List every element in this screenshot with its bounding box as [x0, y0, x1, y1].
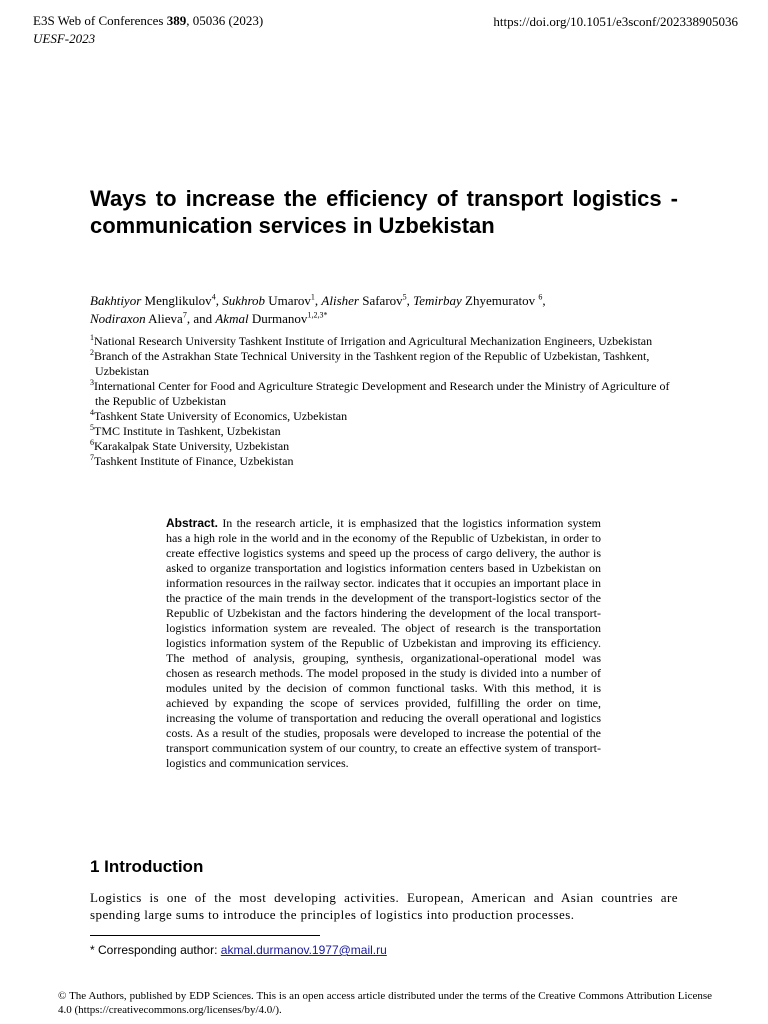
affiliation: $^5$TMC Institute in Tashkent, Uzbekistan [90, 423, 281, 438]
journal-volume: 389 [166, 13, 187, 28]
affiliation: $^1$National Research University Tashkent Institute of Irrigation and Agricultural Mechanization Engineers, Uzbekistan [90, 333, 653, 348]
doi-link[interactable]: https://doi.org/10.1051/e3sconf/202338905036 [493, 14, 738, 29]
section-heading-introduction: 1 Introduction [90, 857, 204, 876]
paper-title: Ways to increase the efficiency of transport logistics - communication services in Uzbekistan [90, 186, 678, 238]
author: Nodiraxon Alieva$^7$ [90, 310, 187, 326]
conference-series: UESF-2023 [33, 31, 96, 46]
introduction-paragraph: Logistics is one of the most developing activities. European, American and Asian countries are spending large sums to introduce the principles of logistics into production processes. [90, 890, 678, 922]
author: Akmal Durmanov$^{1,2,3*}$ [215, 310, 328, 326]
author-list: Bakhtiyor Menglikulov$^4$, Sukhrob Umarov$^1$, Alisher Safarov$^5$, Temirbay Zhyemuratov $^6$, Nodiraxon Alieva$^7$, and Akmal Durmanov$^{1,2,3*}$ [90, 292, 546, 326]
abstract-text: In the research article, it is emphasized that the logistics information system has a high role in the world and in the economy of the Republic of Uzbekistan, in order to create effective logistics systems and speed up the process of cargo delivery, the author is asked to organize transportation and logistics information centers based in Uzbekistan on information resources in the railway sector. indicates that it occupies an important place in the practice of the main trends in the development of the transport-logistics sector of the Republic of Uzbekistan and the factors hindering the development of the local transport-logistics information system are revealed. The object of research is the transportation logistics information system of the Republic of Uzbekistan and improving its efficiency. The method of analysis, grouping, synthesis, organizational-operational model was chosen as research methods. The model proposed in the study is divided into a number of modules united by the decision of common functional tasks. With this method, it is achieved by expanding the scope of services provided, fulfilling the order on time, increasing the volume of transportation and reducing the overall operational and logistics costs. As a result of the studies, proposals were developed to increase the potential of the transport communication system of our country, to create an effective system of transport-logistics and communication services. [166, 516, 602, 770]
journal-citation [33, 12, 263, 30]
affiliation: $^4$Tashkent State University of Economics, Uzbekistan [90, 408, 348, 423]
author: Bakhtiyor Menglikulov$^4$ [90, 292, 216, 308]
author: Alisher Safarov$^5$ [321, 292, 407, 308]
affiliation: $^2$Branch of the Astrakhan State Technical University in the Tashkent region of the Republic of Uzbekistan, Tashkent, Uzbekistan [90, 348, 650, 378]
author: Temirbay Zhyemuratov $^6$ [413, 292, 543, 308]
running-header [33, 12, 263, 48]
affiliation-list [90, 334, 680, 469]
affiliation: $^3$International Center for Food and Agriculture Strategic Development and Research under the Ministry of Agriculture of the Republic of Uzbekistan [90, 378, 670, 408]
author-email-link[interactable]: akmal.durmanov.1977@mail.ru [220, 943, 387, 957]
footnote-divider [90, 935, 320, 936]
journal-name: E3S Web of Conferences [33, 13, 164, 28]
affiliation: $^7$Tashkent Institute of Finance, Uzbekistan [90, 453, 294, 468]
copyright-notice: © The Authors, published by EDP Sciences. This is an open access article distributed under the terms of the Creative Commons Attribution License 4.0 (https://creativecommons.org/licenses/by/4.0/). [58, 990, 712, 1016]
article-number: , 05036 (2023) [186, 13, 264, 28]
footnote-mark: * [90, 943, 95, 957]
abstract [166, 516, 601, 771]
author: Sukhrob Umarov$^1$ [222, 292, 315, 308]
affiliation: $^6$Karakalpak State University, Uzbekistan [90, 438, 290, 453]
corresponding-author-footnote [90, 943, 387, 957]
abstract-label: Abstract. [166, 516, 219, 530]
footnote-label: Corresponding author: [98, 943, 218, 957]
